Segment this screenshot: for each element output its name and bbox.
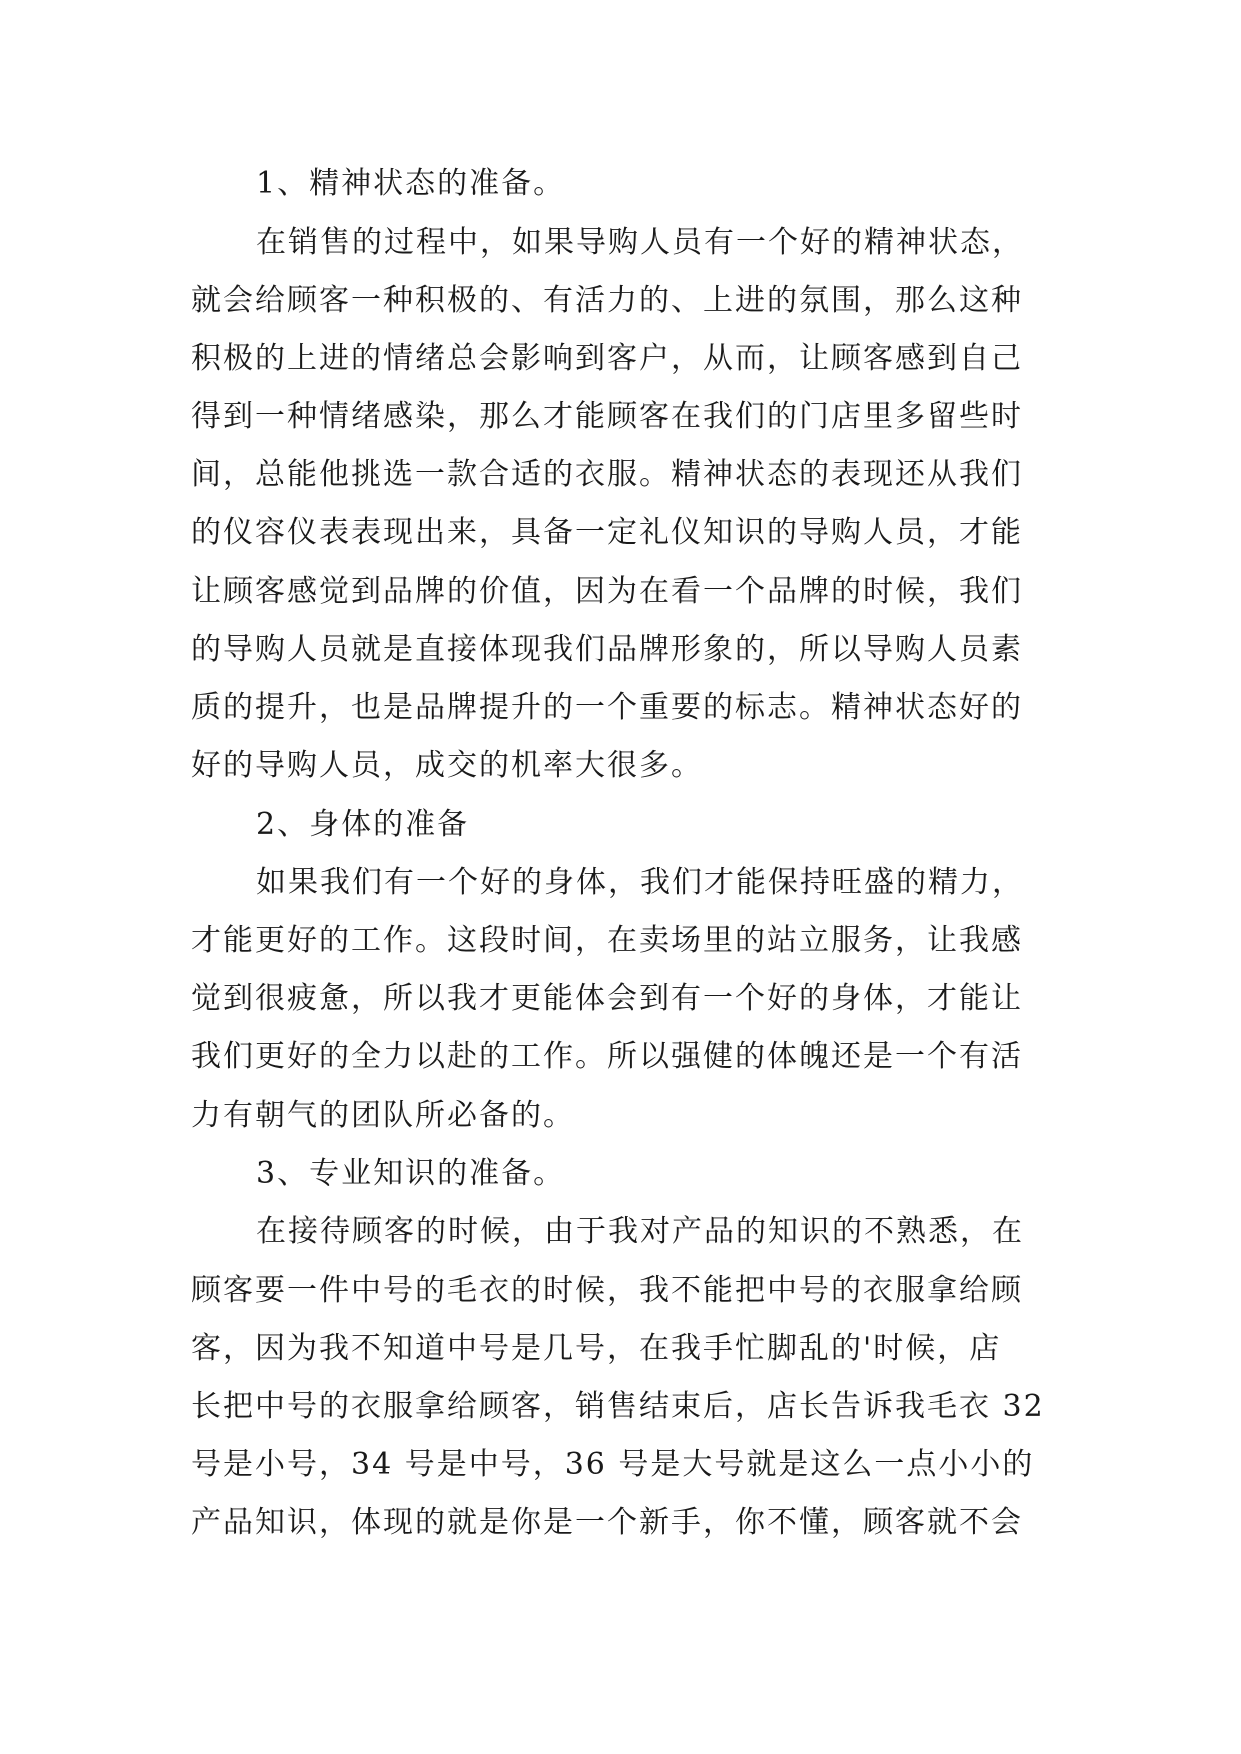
paragraph-line: 就会给顾客一种积极的、有活力的、上进的氛围，那么这种 <box>191 283 1023 318</box>
section-heading-3: 3、专业知识的准备。 <box>256 1156 566 1191</box>
paragraph-line: 号是小号，34 号是中号，36 号是大号就是这么一点小小的 <box>191 1447 1035 1482</box>
paragraph-line: 间，总能他挑选一款合适的衣服。精神状态的表现还从我们 <box>191 457 1023 492</box>
paragraph-line: 在接待顾客的时候，由于我对产品的知识的不熟悉，在 <box>256 1214 1024 1249</box>
paragraph-line: 的仪容仪表表现出来，具备一定礼仪知识的导购人员，才能 <box>191 515 1023 550</box>
paragraph-line: 长把中号的衣服拿给顾客，销售结束后，店长告诉我毛衣 32 <box>191 1389 1045 1424</box>
paragraph-line: 才能更好的工作。这段时间，在卖场里的站立服务，让我感 <box>191 923 1023 958</box>
paragraph-line: 客，因为我不知道中号是几号，在我手忙脚乱的'时候，店 <box>191 1331 1002 1366</box>
paragraph-line: 质的提升，也是品牌提升的一个重要的标志。精神状态好的 <box>191 690 1023 725</box>
paragraph-line: 觉到很疲惫，所以我才更能体会到有一个好的身体，才能让 <box>191 981 1023 1016</box>
paragraph-line: 力有朝气的团队所必备的。 <box>191 1098 575 1133</box>
section-heading-2: 2、身体的准备 <box>256 807 470 842</box>
paragraph-line: 顾客要一件中号的毛衣的时候，我不能把中号的衣服拿给顾 <box>191 1273 1023 1308</box>
paragraph-line: 积极的上进的情绪总会影响到客户，从而，让顾客感到自己 <box>191 341 1023 376</box>
section-heading-1: 1、精神状态的准备。 <box>256 166 566 201</box>
paragraph-line: 产品知识，体现的就是你是一个新手，你不懂，顾客就不会 <box>191 1505 1023 1540</box>
paragraph-line: 得到一种情绪感染，那么才能顾客在我们的门店里多留些时 <box>191 399 1023 434</box>
paragraph-line: 在销售的过程中，如果导购人员有一个好的精神状态， <box>256 225 1024 260</box>
paragraph-line: 的导购人员就是直接体现我们品牌形象的，所以导购人员素 <box>191 632 1023 667</box>
paragraph-line: 如果我们有一个好的身体，我们才能保持旺盛的精力， <box>256 865 1024 900</box>
paragraph-line: 我们更好的全力以赴的工作。所以强健的体魄还是一个有活 <box>191 1039 1023 1074</box>
paragraph-line: 好的导购人员，成交的机率大很多。 <box>191 748 703 783</box>
paragraph-line: 让顾客感觉到品牌的价值，因为在看一个品牌的时候，我们 <box>191 574 1023 609</box>
